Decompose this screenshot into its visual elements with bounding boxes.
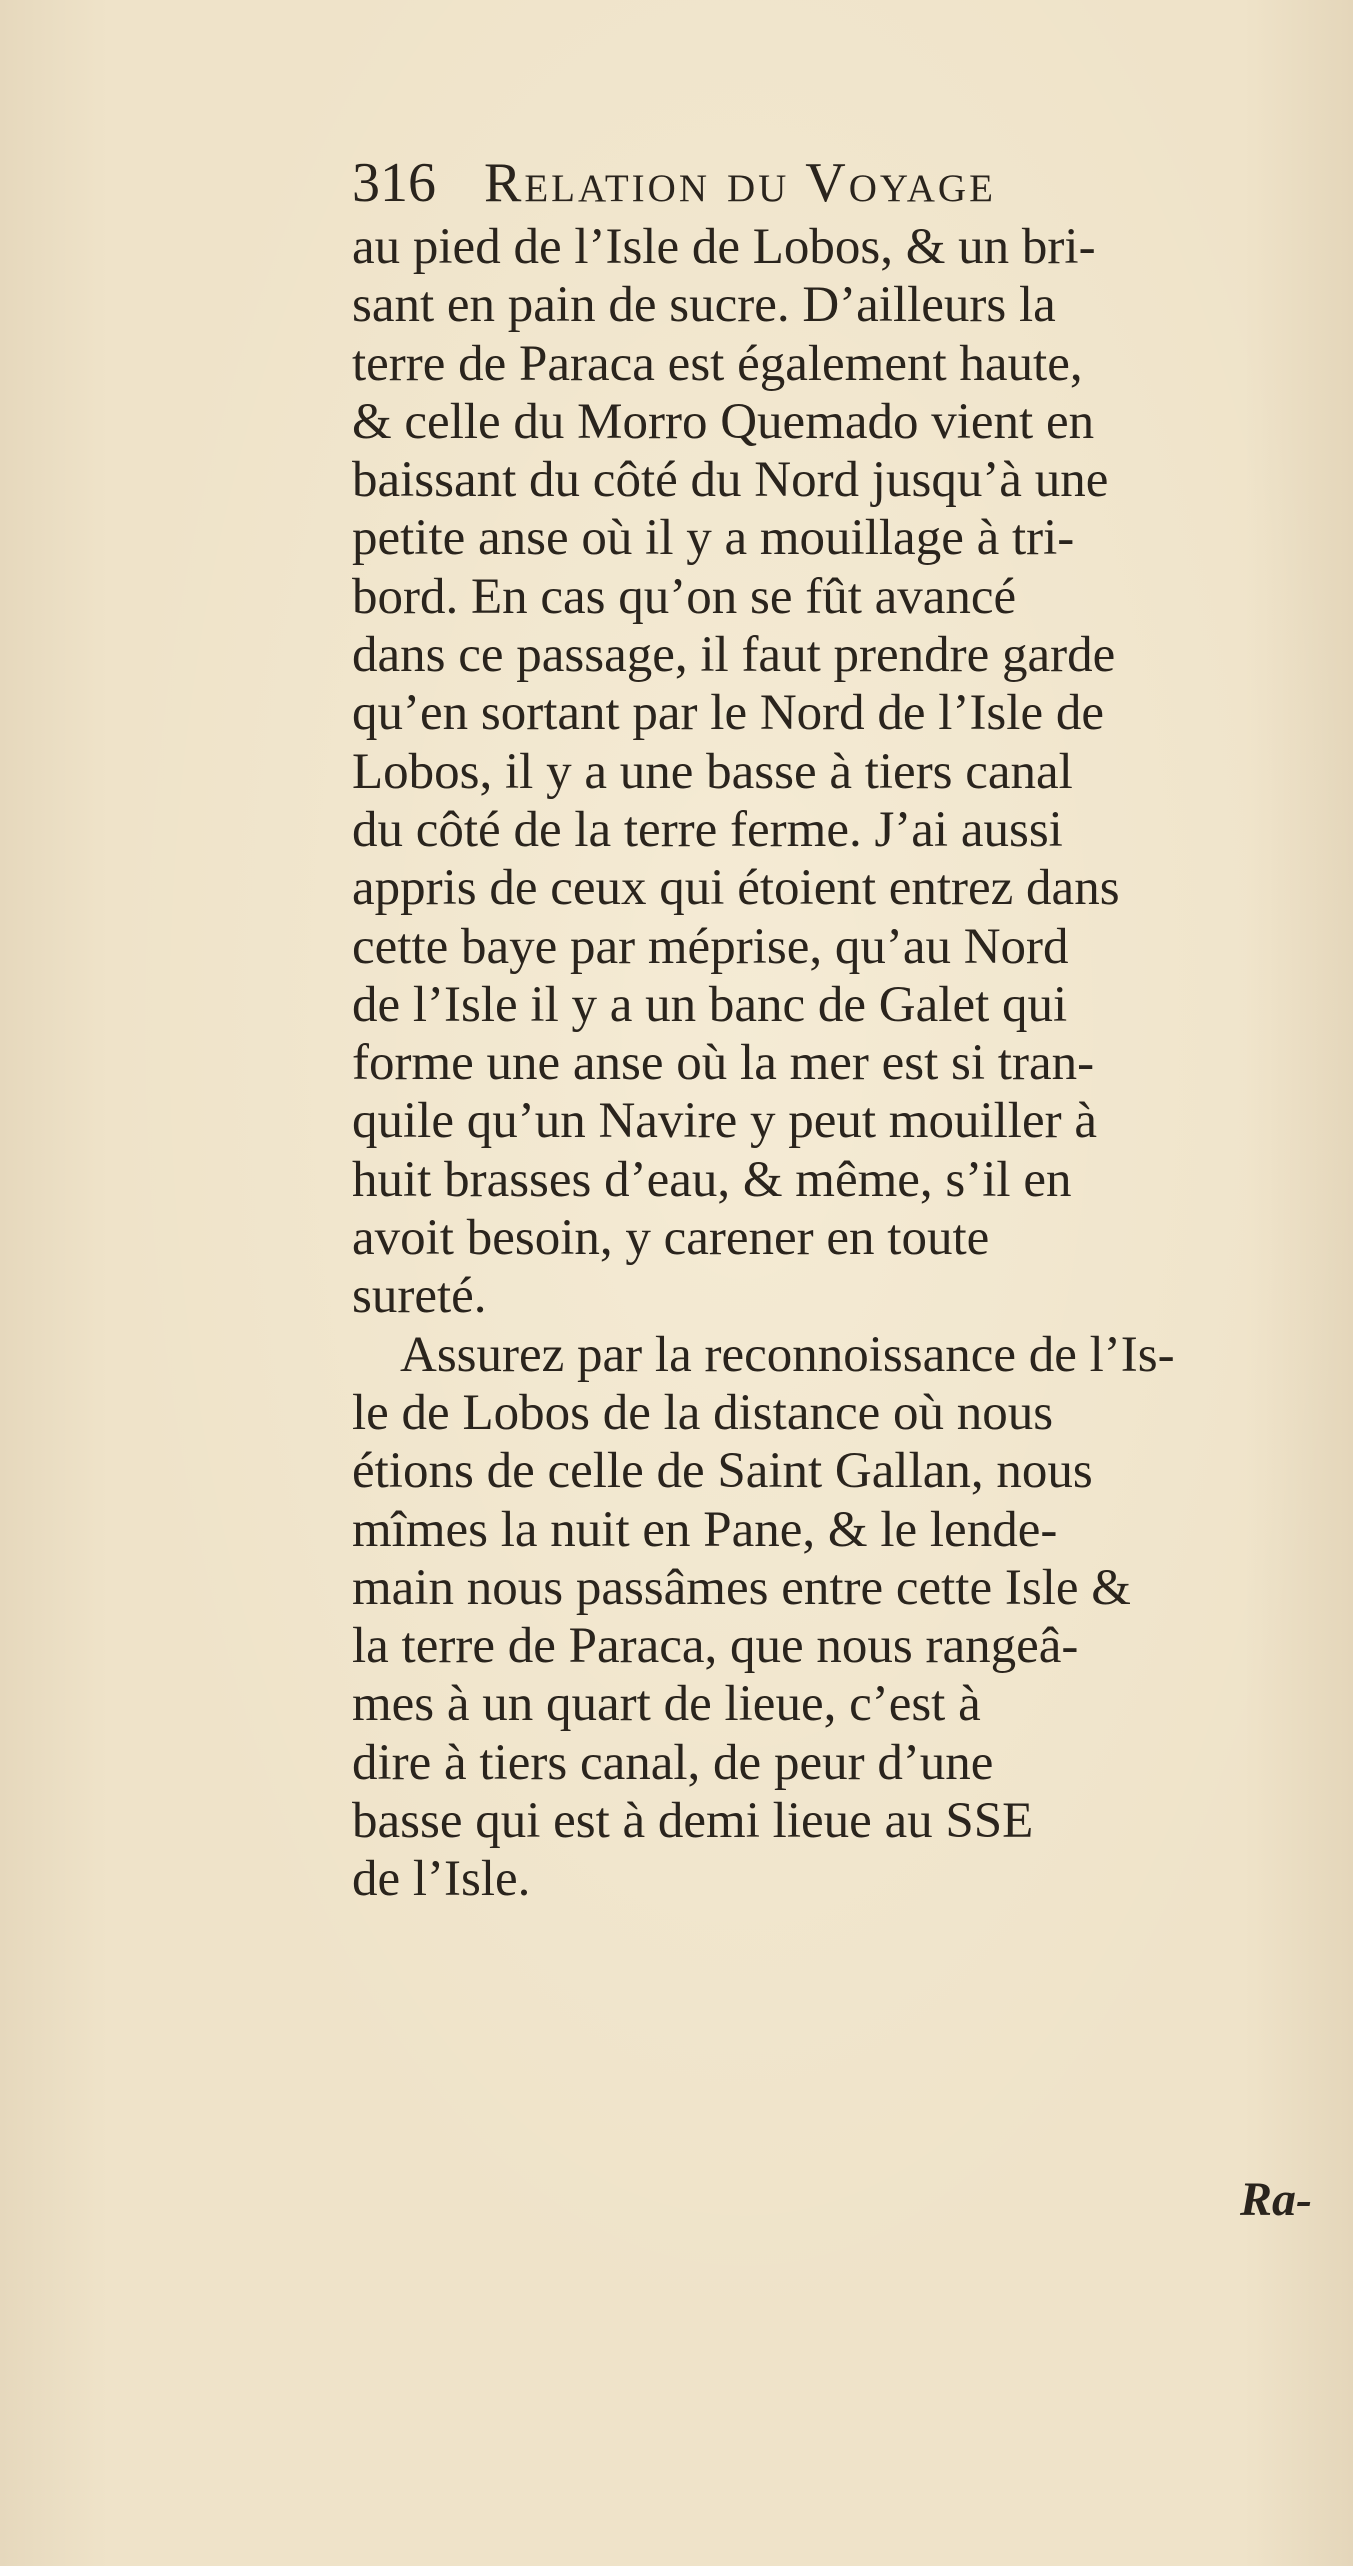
text-line: quile qu’un Navire y peut mouiller à [352, 1093, 1097, 1150]
text-line: baissant du côté du Nord jusqu’à une [352, 452, 1109, 509]
text-line: huit brasses d’eau, & même, s’il en [352, 1151, 1072, 1208]
text-line: terre de Paraca est également haute, [352, 335, 1083, 392]
text-line: la terre de Paraca, que nous rangeâ- [352, 1618, 1079, 1675]
text-line: mîmes la nuit en Pane, & le lende- [352, 1501, 1058, 1558]
text-line: de l’Isle il y a un banc de Galet qui [352, 976, 1068, 1033]
text-line: dans ce passage, il faut prendre garde [352, 627, 1116, 684]
page-header [352, 150, 1212, 216]
text-line: appris de ceux qui étoient entrez dans [352, 860, 1120, 917]
page-number: 316 [352, 152, 436, 214]
running-title: Relation du Voyage [484, 152, 996, 214]
text-line: du côté de la terre ferme. J’ai aussi [352, 801, 1063, 858]
text-line: au pied de l’Isle de Lobos, & un bri- [352, 219, 1096, 275]
text-line: mes à un quart de lieue, c’est à [352, 1676, 981, 1733]
text-line: basse qui est à demi lieue au SSE [352, 1793, 1034, 1850]
text-line: sureté. [352, 1268, 487, 1325]
text-line: petite anse où il y a mouillage à tri- [352, 510, 1075, 567]
text-line: sant en pain de sucre. D’ailleurs la [352, 277, 1056, 334]
text-line: bord. En cas qu’on se fût avancé [352, 568, 1017, 625]
text-line: étions de celle de Saint Gallan, nous [352, 1443, 1093, 1500]
text-line: forme une anse où la mer est si tran- [352, 1035, 1095, 1092]
text-line: avoit besoin, y carener en toute [352, 1210, 990, 1267]
text-line: cette baye par méprise, qu’au Nord [352, 918, 1069, 975]
text-line: dire à tiers canal, de peur d’une [352, 1734, 994, 1791]
text-line: Lobos, il y a une basse à tiers canal [352, 743, 1073, 800]
text-line: le de Lobos de la distance où nous [352, 1384, 1054, 1441]
catchword: Ra- [1240, 2173, 1312, 2226]
text-line: qu’en sortant par le Nord de l’Isle de [352, 685, 1104, 742]
text-line: main nous passâmes entre cette Isle & [352, 1559, 1131, 1616]
body-text [352, 218, 1332, 1909]
text-line: Assurez par la reconnoissance de l’Is- [400, 1326, 1175, 1383]
text-line: & celle du Morro Quemado vient en [352, 393, 1095, 450]
text-line: de l’Isle. [352, 1851, 531, 1908]
